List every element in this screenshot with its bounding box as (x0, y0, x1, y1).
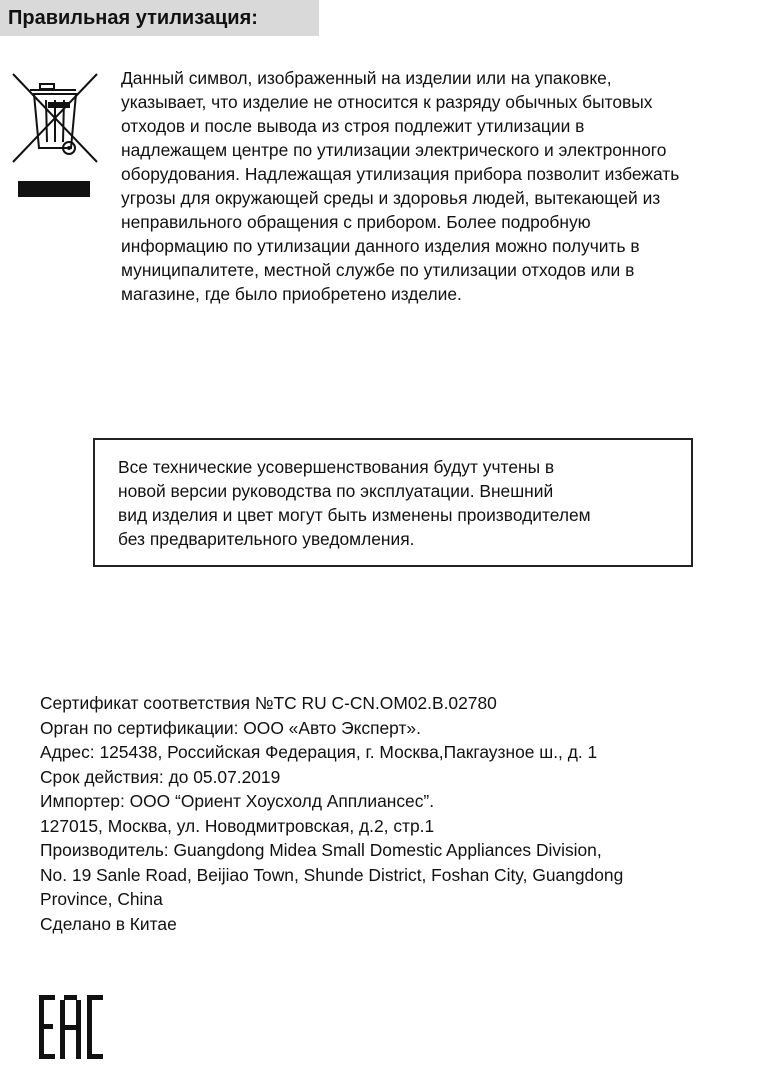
weee-bar (18, 181, 90, 197)
text-line: отходов и после вывода из строя подлежит утилизации в (121, 116, 585, 136)
text-line: Производитель: Guangdong Midea Small Domestic Appliances Division, (40, 840, 602, 860)
section-heading: Правильная утилизация: (0, 0, 319, 36)
notice-paragraph (118, 455, 591, 551)
text-line: Все технические усовершенствования будут учтены в (118, 457, 555, 477)
text-line: Сделано в Китае (40, 913, 177, 934)
text-line: угрозы для окружающей среды и здоровья людей, вытекающей из (121, 188, 661, 208)
text-line: Данный символ, изображенный на изделии или на упаковке, (121, 68, 612, 88)
text-line: указывает, что изделие не относится к разряду обычных бытовых (121, 92, 653, 112)
text-line: 127015, Москва, ул. Новодмитровская, д.2, стр.1 (40, 815, 435, 836)
notice-box (93, 438, 693, 567)
text-line: Province, China (40, 889, 163, 909)
text-line: Орган по сертификации: ООО «Авто Эксперт». (40, 717, 421, 738)
text-line: информацию по утилизации данного изделия можно получить в (121, 236, 640, 256)
text-line: Сертификат соответствия №ТС RU C-CN.ОМ02.В.02780 (40, 693, 497, 713)
disposal-paragraph (121, 66, 761, 306)
text-line: No. 19 Sanle Road, Beijiao Town, Shunde District, Foshan City, Guangdong (40, 864, 624, 885)
text-line: вид изделия и цвет могут быть изменены производителем (118, 505, 591, 525)
text-line: оборудования. Надлежащая утилизация прибора позволит избежать (121, 164, 680, 184)
eac-mark-icon (39, 995, 103, 1059)
text-line: Адрес: 125438, Российская Федерация, г. Москва,Пакгаузное ш., д. 1 (40, 742, 598, 762)
text-line: муниципалитете, местной службе по утилизации отходов или в (121, 260, 635, 280)
text-line: без предварительного уведомления. (118, 529, 415, 549)
text-line: Срок действия: до 05.07.2019 (40, 766, 281, 787)
text-line: новой версии руководства по эксплуатации. Внешний (118, 481, 554, 501)
text-line: надлежащем центре по утилизации электрического и электронного (121, 140, 667, 160)
text-line: неправильного обращения с прибором. Более подробную (121, 212, 591, 232)
text-line: Импортер: ООО “Ориент Хоусхолд Апплиансес”. (40, 791, 435, 811)
text-line: магазине, где было приобретено изделие. (121, 284, 462, 304)
certificate-info (40, 691, 623, 936)
